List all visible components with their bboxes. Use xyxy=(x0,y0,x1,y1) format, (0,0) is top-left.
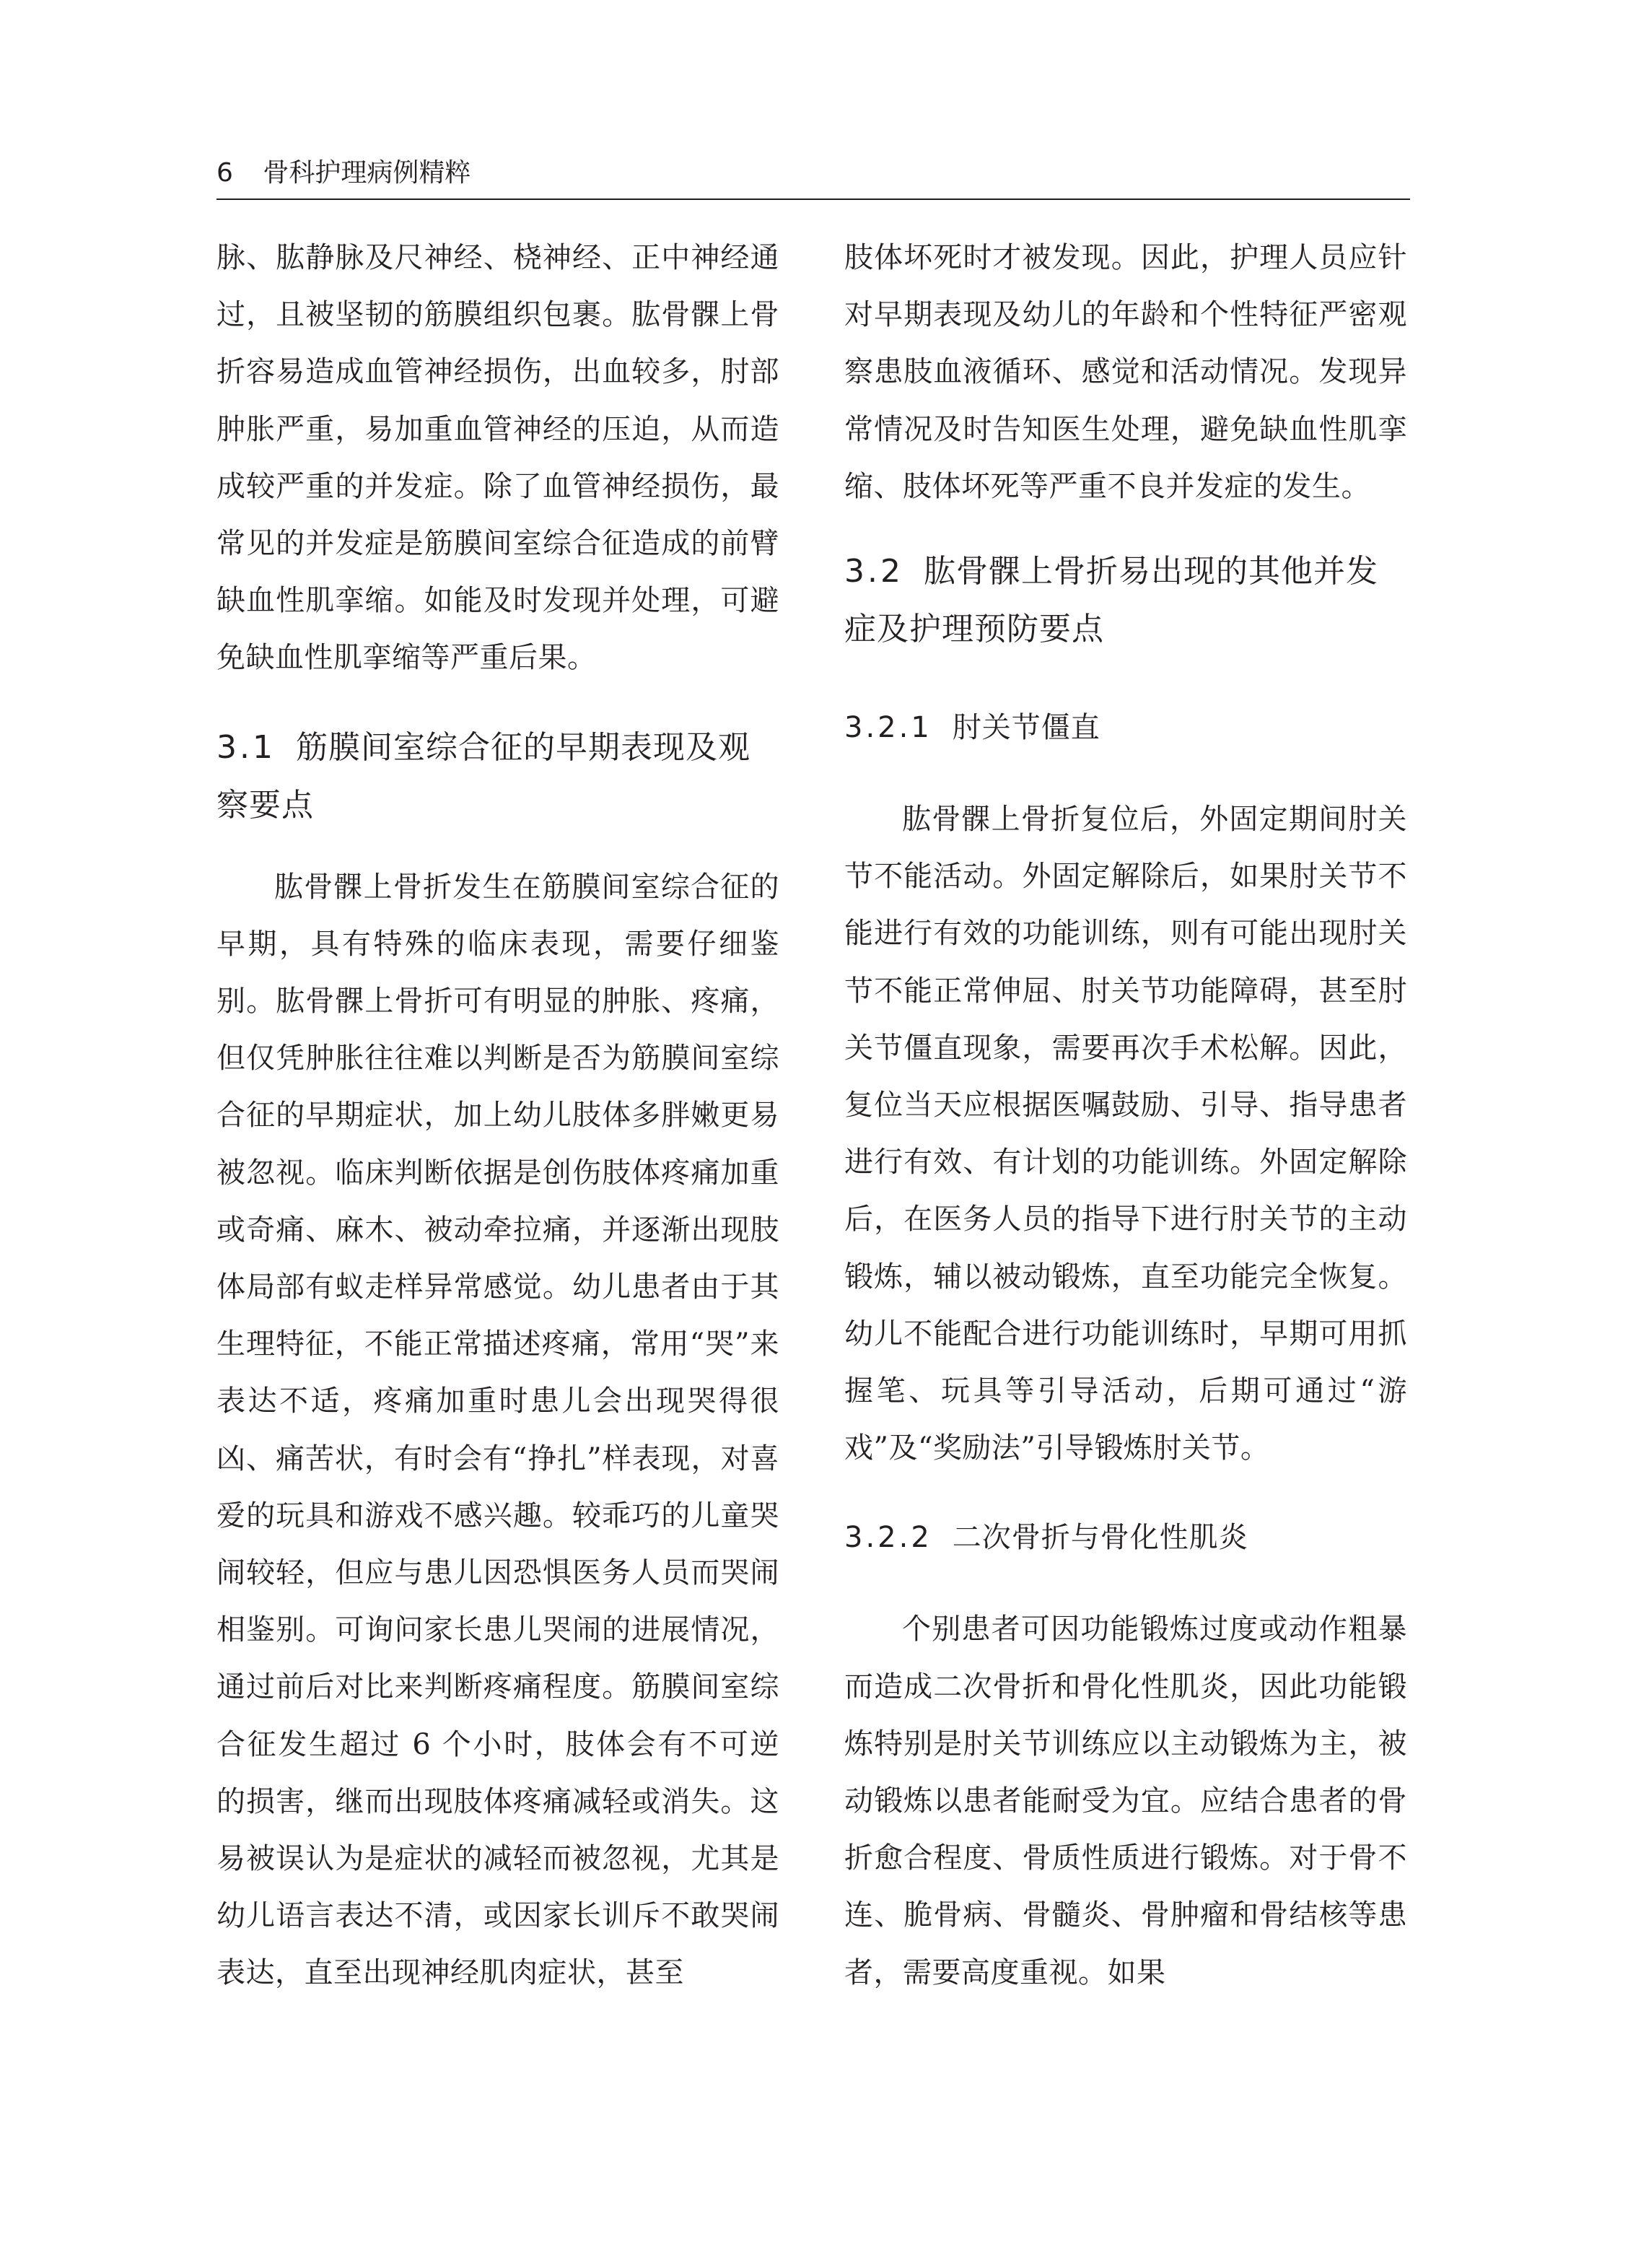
subsection-title: 肘关节僵直 xyxy=(952,711,1100,745)
paragraph-continued: 肢体坏死时才被发现。因此，护理人员应针对早期表现及幼儿的年龄和个性特征严密观察患肢血液循环、感觉和活动情况。发现异常情况及时告知医生处理，避免缺血性肌挛缩、肢体坏死等严重不良并发症的发生。 xyxy=(844,241,1407,503)
subsection-number: 3.2.2 xyxy=(844,1521,932,1555)
subsection-title: 二次骨折与骨化性肌炎 xyxy=(952,1521,1248,1555)
paragraph-intro-continued: 脉、肱静脉及尺神经、桡神经、正中神经通过，且被坚韧的筋膜组织包裹。肱骨髁上骨折容易造成血管神经损伤，出血较多，肘部肿胀严重，易加重血管神经的压迫，从而造成较严重的并发症。除了血管神经损伤，最常见的并发症是筋膜间室综合征造成的前臂缺血性肌挛缩。如能及时发现并处理，可避免缺血性肌挛缩等严重后果。 xyxy=(216,241,779,675)
subsection-number: 3.2.1 xyxy=(844,711,932,745)
book-title: 骨科护理病例精粹 xyxy=(263,158,471,188)
paragraph-3-2-2-body: 个别患者可因功能锻炼过度或动作粗暴而造成二次骨折和骨化性肌炎，因此功能锻炼特别是肘关节训练应以主动锻炼为主，被动锻炼以患者能耐受为宜。应结合患者的骨折愈合程度、骨质性质进行锻炼。对于骨不连、脆骨病、骨髓炎、骨肿瘤和骨结核等患者，需要高度重视。如果 xyxy=(844,1613,1407,1989)
header-rule xyxy=(216,199,1410,200)
section-number: 3.1 xyxy=(216,728,276,766)
section-number: 3.2 xyxy=(844,553,903,590)
paragraph-3-2-1-body: 肱骨髁上骨折复位后，外固定期间肘关节不能活动。外固定解除后，如果肘关节不能进行有效的功能训练，则有可能出现肘关节不能正常伸屈、肘关节功能障碍，甚至肘关节僵直现象，需要再次手术松解。因此，复位当天应根据医嘱鼓励、引导、指导患者进行有效、有计划的功能训练。外固定解除后，在医务人员的指导下进行肘关节的主动锻炼，辅以被动锻炼，直至功能完全恢复。幼儿不能配合进行功能训练时，早期可用抓握笔、玩具等引导活动，后期可通过“游戏”及“奖励法”引导锻炼肘关节。 xyxy=(844,803,1407,1465)
right-column xyxy=(844,230,1407,2002)
section-title: 肱骨髁上骨折易出现的其他并发症及护理预防要点 xyxy=(844,553,1378,648)
subsection-heading-3-2-2 xyxy=(844,1509,1407,1566)
running-header xyxy=(216,157,1410,198)
section-title: 筋膜间室综合征的早期表现及观察要点 xyxy=(216,728,750,824)
subsection-heading-3-2-1 xyxy=(844,699,1407,756)
left-column xyxy=(216,230,779,2002)
section-heading-3-1 xyxy=(216,719,779,834)
paragraph-3-1-body: 肱骨髁上骨折发生在筋膜间室综合征的早期，具有特殊的临床表现，需要仔细鉴别。肱骨髁上骨折可有明显的肿胀、疼痛，但仅凭肿胀往往难以判断是否为筋膜间室综合征的早期症状，加上幼儿肢体多胖嫩更易被忽视。临床判断依据是创伤肢体疼痛加重或奇痛、麻木、被动牵拉痛，并逐渐出现肢体局部有蚁走样异常感觉。幼儿患者由于其生理特征，不能正常描述疼痛，常用“哭”来表达不适，疼痛加重时患儿会出现哭得很凶、痛苦状，有时会有“挣扎”样表现，对喜爱的玩具和游戏不感兴趣。较乖巧的儿童哭闹较轻，但应与患儿因恐惧医务人员而哭闹相鉴别。可询问家长患儿哭闹的进展情况，通过前后对比来判断疼痛程度。筋膜间室综合征发生超过 6 个小时，肢体会有不可逆的损害，继而出现肢体疼痛减轻或消失。这易被误认为是症状的减轻而被忽视，尤其是幼儿语言表达不清，或因家长训斥不敢哭闹表达，直至出现神经肌肉症状，甚至 xyxy=(216,870,779,1990)
section-heading-3-2 xyxy=(844,543,1407,658)
page-number: 6 xyxy=(216,158,233,188)
